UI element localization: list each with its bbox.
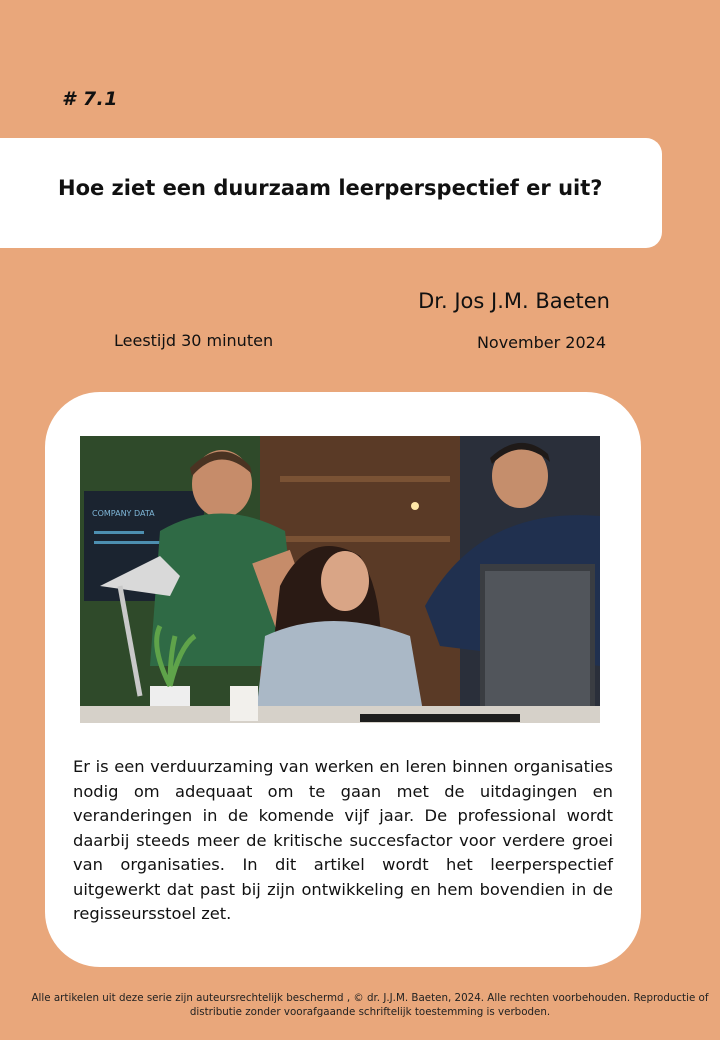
reading-time: Leestijd 30 minuten xyxy=(114,331,274,350)
content-card xyxy=(45,392,641,967)
author-name: Dr. Jos J.M. Baeten xyxy=(418,289,610,313)
issue-number: # 7.1 xyxy=(62,88,118,110)
publication-date: November 2024 xyxy=(476,333,606,352)
office-team-photo xyxy=(80,436,600,723)
wall-screen-text: COMPANY DATA xyxy=(92,509,155,518)
intro-paragraph: Er is een verduurzaming van werken en leren binnen organisaties nodig om adequaat om te gaan met de uitdagingen en veranderingen in de komende vijf jaar. De professional wordt daarbij steeds meer de kritische succesfactor voor verdere groei van organisaties. In dit artikel wordt het leerperspectief uitgewerkt dat past bij zijn ontwikkeling en hem bovendien in de regisseursstoel zet. xyxy=(73,757,613,923)
copyright-footer: Alle artikelen uit deze serie zijn auteursrechtelijk beschermd , © dr. J.J.M. Baeten, 2024. Alle rechten voorbehouden. Reproductie of distributie zonder voorafgaande schriftelijk toestemming is verboden. xyxy=(31,992,709,1018)
title-band xyxy=(0,138,662,248)
page-title: Hoe ziet een duurzaam leerperspectief er uit? xyxy=(58,176,603,200)
photo-illustration xyxy=(80,436,600,723)
